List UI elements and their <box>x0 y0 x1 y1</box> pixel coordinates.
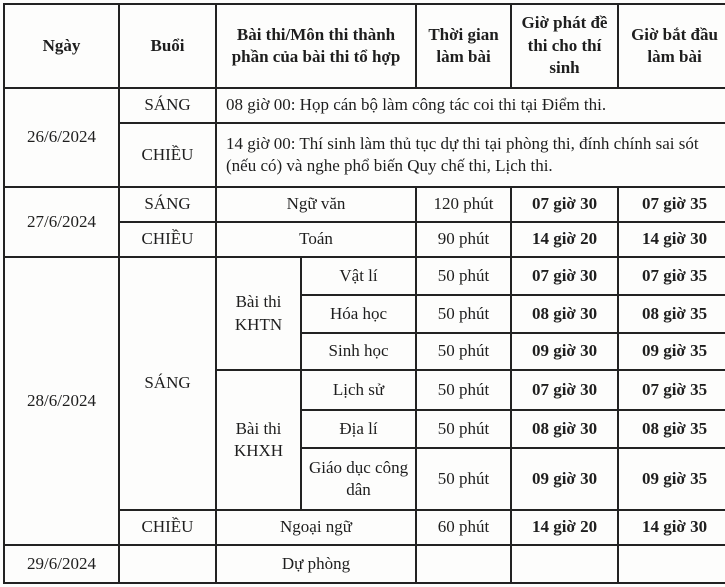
cell-handout-nguvan: 07 giờ 30 <box>511 187 618 222</box>
cell-date-27: 27/6/2024 <box>4 187 119 257</box>
cell-subject-lichsu: Lịch sử <box>301 370 416 410</box>
cell-session-27-afternoon: CHIỀU <box>119 222 216 257</box>
cell-duration-hoahoc: 50 phút <box>416 295 511 333</box>
cell-subject-duphong: Dự phòng <box>216 545 416 583</box>
col-header-date: Ngày <box>4 4 119 88</box>
cell-session-26-morning: SÁNG <box>119 88 216 123</box>
cell-group-khtn: Bài thi KHTN <box>216 257 301 370</box>
cell-handout-diali: 08 giờ 30 <box>511 410 618 448</box>
cell-start-lichsu: 07 giờ 35 <box>618 370 725 410</box>
col-header-duration: Thời gian làm bài <box>416 4 511 88</box>
cell-handout-toan: 14 giờ 20 <box>511 222 618 257</box>
cell-start-29 <box>618 545 725 583</box>
col-header-exam: Bài thi/Môn thi thành phần của bài thi tổ hợp <box>216 4 416 88</box>
cell-subject-ngoaingu: Ngoại ngữ <box>216 510 416 545</box>
cell-start-ngoaingu: 14 giờ 30 <box>618 510 725 545</box>
cell-duration-gdcd: 50 phút <box>416 448 511 510</box>
cell-handout-hoahoc: 08 giờ 30 <box>511 295 618 333</box>
cell-start-vatli: 07 giờ 35 <box>618 257 725 295</box>
cell-start-sinhhoc: 09 giờ 35 <box>618 333 725 370</box>
cell-handout-29 <box>511 545 618 583</box>
cell-session-28-morning: SÁNG <box>119 257 216 510</box>
cell-handout-lichsu: 07 giờ 30 <box>511 370 618 410</box>
cell-start-gdcd: 09 giờ 35 <box>618 448 725 510</box>
cell-start-hoahoc: 08 giờ 35 <box>618 295 725 333</box>
cell-duration-sinhhoc: 50 phút <box>416 333 511 370</box>
cell-handout-vatli: 07 giờ 30 <box>511 257 618 295</box>
cell-subject-diali: Địa lí <box>301 410 416 448</box>
row-29-reserve <box>4 545 725 583</box>
cell-date-26: 26/6/2024 <box>4 88 119 187</box>
col-header-handout-time: Giờ phát đề thi cho thí sinh <box>511 4 618 88</box>
exam-schedule-table <box>3 3 725 584</box>
cell-session-29 <box>119 545 216 583</box>
cell-duration-nguvan: 120 phút <box>416 187 511 222</box>
cell-subject-vatli: Vật lí <box>301 257 416 295</box>
cell-subject-hoahoc: Hóa học <box>301 295 416 333</box>
cell-start-nguvan: 07 giờ 35 <box>618 187 725 222</box>
cell-session-27-morning: SÁNG <box>119 187 216 222</box>
cell-handout-sinhhoc: 09 giờ 30 <box>511 333 618 370</box>
cell-subject-sinhhoc: Sinh học <box>301 333 416 370</box>
row-28-vatli <box>4 257 725 295</box>
cell-session-28-afternoon: CHIỀU <box>119 510 216 545</box>
cell-start-toan: 14 giờ 30 <box>618 222 725 257</box>
row-26-morning <box>4 88 725 123</box>
cell-duration-lichsu: 50 phút <box>416 370 511 410</box>
cell-start-diali: 08 giờ 35 <box>618 410 725 448</box>
cell-duration-ngoaingu: 60 phút <box>416 510 511 545</box>
cell-handout-gdcd: 09 giờ 30 <box>511 448 618 510</box>
cell-date-28: 28/6/2024 <box>4 257 119 545</box>
cell-session-26-afternoon: CHIỀU <box>119 123 216 187</box>
cell-subject-gdcd: Giáo dục công dân <box>301 448 416 510</box>
col-header-session: Buổi <box>119 4 216 88</box>
cell-subject-toan: Toán <box>216 222 416 257</box>
col-header-start-time: Giờ bắt đầu làm bài <box>618 4 725 88</box>
cell-date-29: 29/6/2024 <box>4 545 119 583</box>
cell-duration-diali: 50 phút <box>416 410 511 448</box>
cell-duration-toan: 90 phút <box>416 222 511 257</box>
cell-group-khxh: Bài thi KHXH <box>216 370 301 510</box>
header-row <box>4 4 725 88</box>
row-27-morning <box>4 187 725 222</box>
cell-duration-29 <box>416 545 511 583</box>
cell-handout-ngoaingu: 14 giờ 20 <box>511 510 618 545</box>
cell-note-26-morning: 08 giờ 00: Họp cán bộ làm công tác coi thi tại Điểm thi. <box>216 88 725 123</box>
cell-note-26-afternoon: 14 giờ 00: Thí sinh làm thủ tục dự thi tại phòng thi, đính chính sai sót (nếu có) và nghe phổ biến Quy chế thi, Lịch thi. <box>216 123 725 187</box>
cell-subject-nguvan: Ngữ văn <box>216 187 416 222</box>
cell-duration-vatli: 50 phút <box>416 257 511 295</box>
